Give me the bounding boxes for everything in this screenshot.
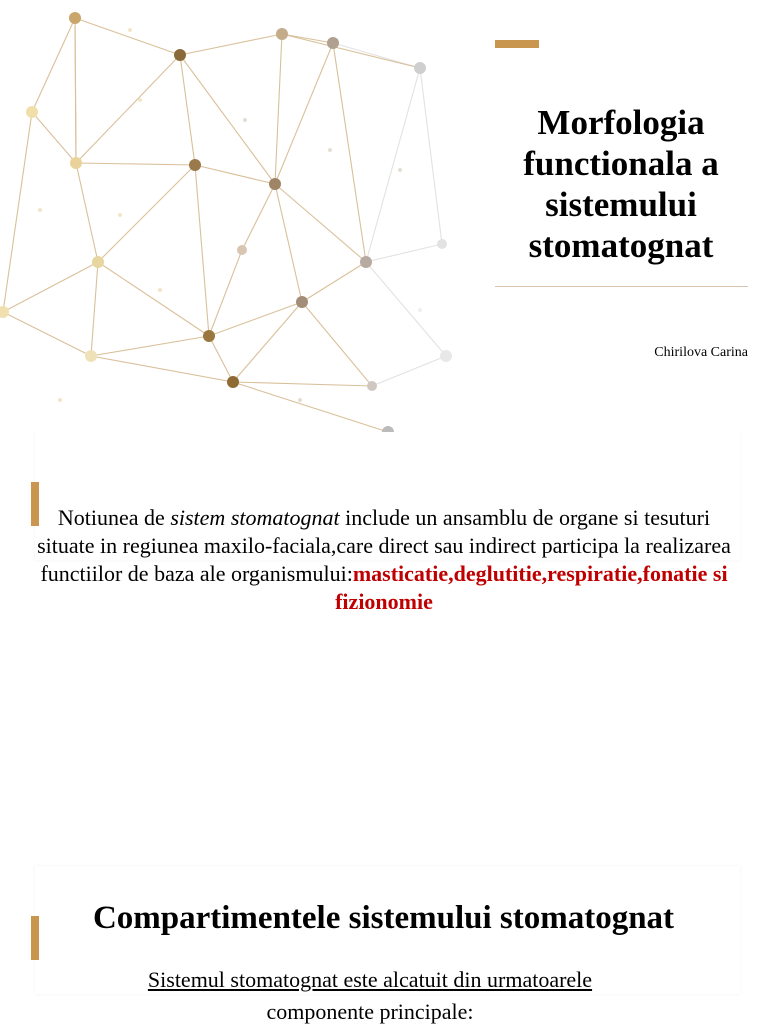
intro-line-1: Sistemul stomatognat este alcatuit din urmatoarele [147, 967, 593, 992]
intro-line-2: componente principale: [266, 999, 474, 1024]
network-node [85, 350, 97, 362]
network-edge [420, 68, 442, 244]
accent-bar [495, 40, 539, 48]
network-edge [366, 68, 420, 262]
network-edge [275, 34, 282, 184]
network-edge [195, 165, 209, 336]
network-edge [233, 382, 388, 432]
network-node [237, 245, 247, 255]
definition-text [30, 504, 738, 616]
network-edge [302, 302, 372, 386]
network-edge [366, 262, 446, 356]
network-node [418, 308, 422, 312]
network-node [138, 98, 142, 102]
network-node [414, 62, 426, 74]
network-edge [75, 18, 180, 55]
network-node [128, 28, 132, 32]
network-node [398, 168, 402, 172]
network-node [70, 157, 82, 169]
network-edge [302, 262, 366, 302]
network-edge [3, 262, 98, 312]
author-name: Chirilova Carina [654, 345, 748, 360]
network-node [203, 330, 215, 342]
network-node [227, 376, 239, 388]
network-edge [233, 382, 372, 386]
network-node [174, 49, 186, 61]
network-node [0, 306, 9, 318]
network-edge [76, 55, 180, 163]
network-node [92, 256, 104, 268]
network-node [327, 37, 339, 49]
network-node [437, 239, 447, 249]
network-node [189, 159, 201, 171]
network-edge [209, 336, 233, 382]
term-emphasis: sistem stomatognat [170, 505, 340, 530]
network-edge [233, 302, 302, 382]
network-node [269, 178, 281, 190]
functions-highlight: masticatie,deglutitie,respiratie,fonatie si fizionomie [335, 561, 728, 614]
network-edge [32, 112, 76, 163]
title-divider [495, 286, 748, 287]
network-edge [3, 112, 32, 312]
network-edge [98, 165, 195, 262]
network-edge [275, 184, 366, 262]
network-node [38, 208, 42, 212]
network-edge [275, 43, 333, 184]
network-edge [3, 312, 91, 356]
network-edge [209, 250, 242, 336]
text-intro: Notiunea de [57, 505, 171, 530]
network-edge [76, 163, 98, 262]
network-edge [91, 262, 98, 356]
network-node [276, 28, 288, 40]
network-edge [366, 244, 442, 262]
network-node [118, 213, 122, 217]
network-edge [282, 34, 420, 68]
network-edge [91, 336, 209, 356]
network-node [296, 296, 308, 308]
network-background [0, 0, 470, 432]
network-edge [75, 18, 76, 163]
network-edge [333, 43, 366, 262]
network-node [69, 12, 81, 24]
slide-title: Morfologia functionala a sistemului stomatognat [523, 103, 719, 265]
components-intro [60, 964, 680, 1024]
components-slide [0, 864, 768, 1024]
network-node [243, 118, 247, 122]
network-node [367, 381, 377, 391]
network-edge [98, 262, 209, 336]
definition-slide [0, 432, 768, 864]
title-slide [0, 0, 768, 432]
network-node [26, 106, 38, 118]
network-edge [242, 184, 275, 250]
network-node [58, 398, 62, 402]
network-node [360, 256, 372, 268]
network-edge [372, 356, 446, 386]
network-edge [180, 34, 282, 55]
network-edge [91, 356, 233, 382]
network-node [440, 350, 452, 362]
network-edge [76, 163, 195, 165]
text-body: include un ansamblu de organe si tesuturi situate in regiunea maxilo-faciala,care direct sau indirect participa la realizarea functiilor de baza ale organismului: [37, 505, 731, 586]
network-node [158, 288, 162, 292]
network-edge [32, 18, 75, 112]
slide-title: Compartimentele sistemului stomatognat [92, 900, 675, 936]
network-node [298, 398, 302, 402]
network-edge [275, 184, 302, 302]
network-node [328, 148, 332, 152]
